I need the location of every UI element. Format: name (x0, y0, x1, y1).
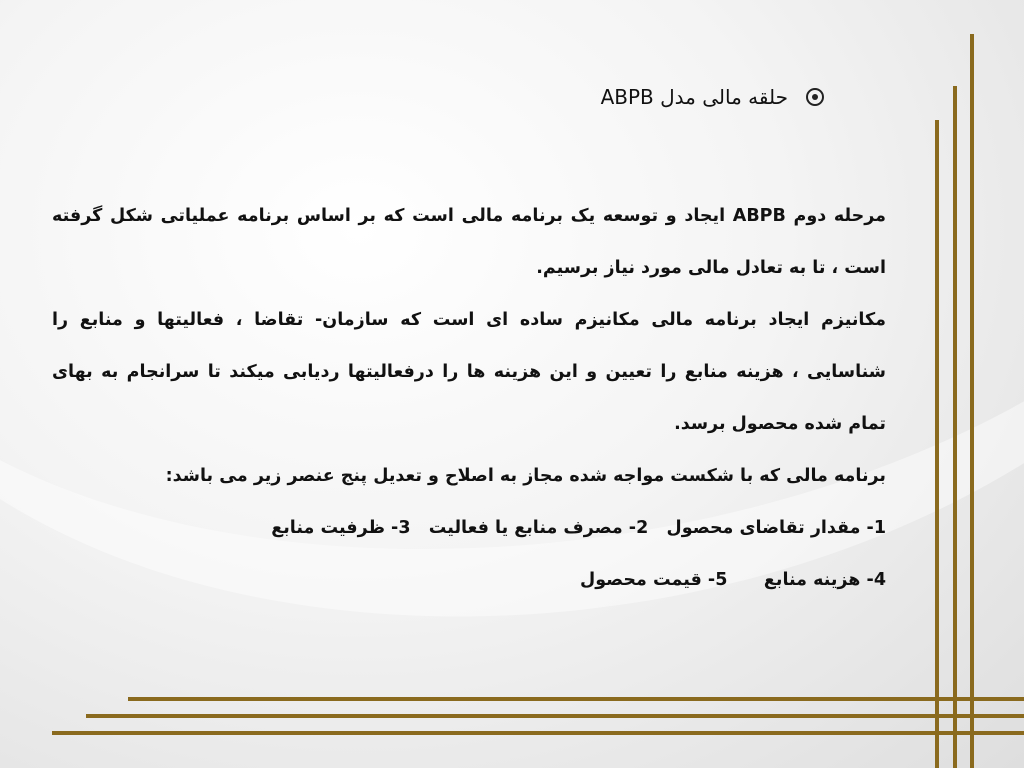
paragraph-phase-two: مرحله دوم ABPB ایجاد و توسعه یک برنامه مالی است که بر اساس برنامه عملیاتی شکل گرفته است ، تا به تعادل مالی مورد نیاز برسیم. (52, 206, 886, 278)
circle-bullet-icon (806, 88, 824, 106)
decor-vertical-line (935, 120, 939, 768)
decor-horizontal-line (128, 697, 1024, 701)
paragraph-failed-plan: برنامه مالی که با شکست مواجه شده مجاز به اصلاح و تعدیل پنج عنصر زیر می باشد: (165, 466, 886, 486)
slide-body (52, 190, 886, 606)
slide-title: حلقه مالی مدل ABPB (600, 85, 788, 109)
decor-horizontal-line (52, 731, 1024, 735)
list-items-1-3: 1- مقدار تقاضای محصول 2- مصرف منابع یا فعالیت 3- ظرفیت منابع (271, 518, 886, 538)
slide-title-row (601, 82, 824, 112)
paragraph-mechanism: مکانیزم ایجاد برنامه مالی مکانیزم ساده ای است که سازمان- تقاضا ، فعالیتها و منابع را شناسایی ، هزینه منابع را تعیین و این هزینه ها را درفعالیتها ردیابی میکند تا سرانجام به بهای تمام شده محصول برسد. (52, 310, 886, 434)
decor-vertical-line (970, 34, 974, 768)
decor-horizontal-line (86, 714, 1024, 718)
list-items-4-5: 4- هزینه منابع 5- قیمت محصول (580, 570, 886, 590)
decor-vertical-line (953, 86, 957, 768)
